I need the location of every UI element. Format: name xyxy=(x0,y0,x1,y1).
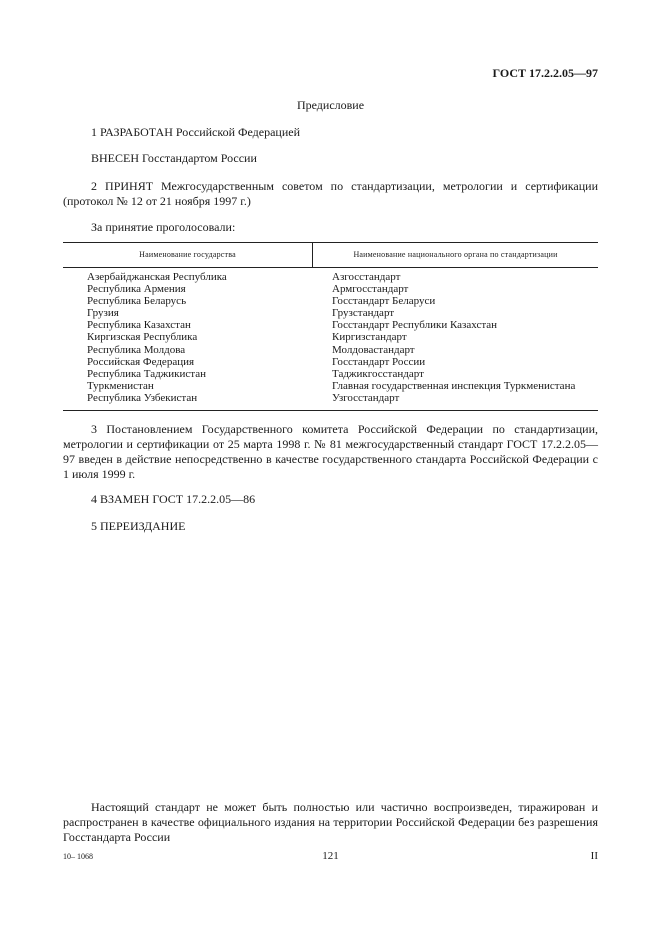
vote-intro: За принятие проголосовали: xyxy=(91,220,236,234)
table-column-bodies xyxy=(332,271,575,404)
roman-page-number: II xyxy=(590,850,598,862)
table-header-body: Наименование национального органа по стандартизации xyxy=(353,250,558,259)
table-cell-state: Грузия xyxy=(87,307,119,320)
table-cell-body: Госстандарт Беларуси xyxy=(332,295,436,308)
page-number: 121 xyxy=(322,850,339,862)
table-cell-body: Таджикгосстандарт xyxy=(332,367,424,380)
table-cell-state: Республика Беларусь xyxy=(87,295,187,308)
table-cell-state: Российская Федерация xyxy=(87,355,195,368)
section-3: 3 Постановлением Государственного комитета Российской Федерации по стандартизации, метрологии и сертификации от 25 марта 1998 г. № 81 межгосударственный стандарт ГОСТ 17.2.2.05—97 введен в действие непосредственно в качестве государственного стандарта Российской Федерации с 1 июля 1999 г. xyxy=(63,422,598,481)
table-cell-body: Госстандарт Республики Казахстан xyxy=(332,319,498,332)
section-4: 4 ВЗАМЕН ГОСТ 17.2.2.05—86 xyxy=(91,492,256,506)
copyright-note: Настоящий стандарт не может быть полностью или частично воспроизведен, тиражирован и распространен в качестве официального издания на территории Российской Федерации без разрешения Госстандарта России xyxy=(63,800,598,844)
table-cell-body: Госстандарт России xyxy=(332,355,426,368)
table-cell-state: Республика Казахстан xyxy=(87,319,191,332)
table-cell-body: Азгосстандарт xyxy=(332,271,401,283)
print-code: 10– 1068 xyxy=(63,852,93,861)
table-cell-state: Республика Таджикистан xyxy=(87,367,206,380)
table-cell-body: Киргизстандарт xyxy=(332,331,407,344)
table-cell-body: Узгосстандарт xyxy=(332,391,400,404)
table-cell-state: Республика Узбекистан xyxy=(87,391,198,404)
table-column-states xyxy=(87,271,227,404)
section-1: 1 РАЗРАБОТАН Российской Федерацией xyxy=(91,125,300,139)
table-cell-body: Армгосстандарт xyxy=(332,283,409,296)
table-cell-state: Республика Молдова xyxy=(87,343,186,356)
table-cell-state: Туркменистан xyxy=(87,379,154,392)
table-cell-state: Азербайджанская Республика xyxy=(87,271,227,283)
table-cell-body: Молдовастандарт xyxy=(332,343,415,356)
table-cell-body: Главная государственная инспекция Туркменистана xyxy=(332,379,576,392)
page-title: Предисловие xyxy=(296,98,365,112)
section-1-introduced: ВНЕСЕН Госстандартом России xyxy=(91,151,257,165)
standard-code: ГОСТ 17.2.2.05—97 xyxy=(492,66,598,80)
table-header-state: Наименование государства xyxy=(139,250,236,259)
table-cell-body: Грузстандарт xyxy=(332,307,395,320)
table-header-divider xyxy=(63,267,598,268)
voting-table xyxy=(63,242,598,411)
section-5: 5 ПЕРЕИЗДАНИЕ xyxy=(91,519,186,533)
table-cell-state: Киргизская Республика xyxy=(87,331,198,344)
section-2: 2 ПРИНЯТ Межгосударственным советом по стандартизации, метрологии и сертификации (протокол № 12 от 21 ноября 1997 г.) xyxy=(63,179,598,208)
table-cell-state: Республика Армения xyxy=(87,283,186,296)
